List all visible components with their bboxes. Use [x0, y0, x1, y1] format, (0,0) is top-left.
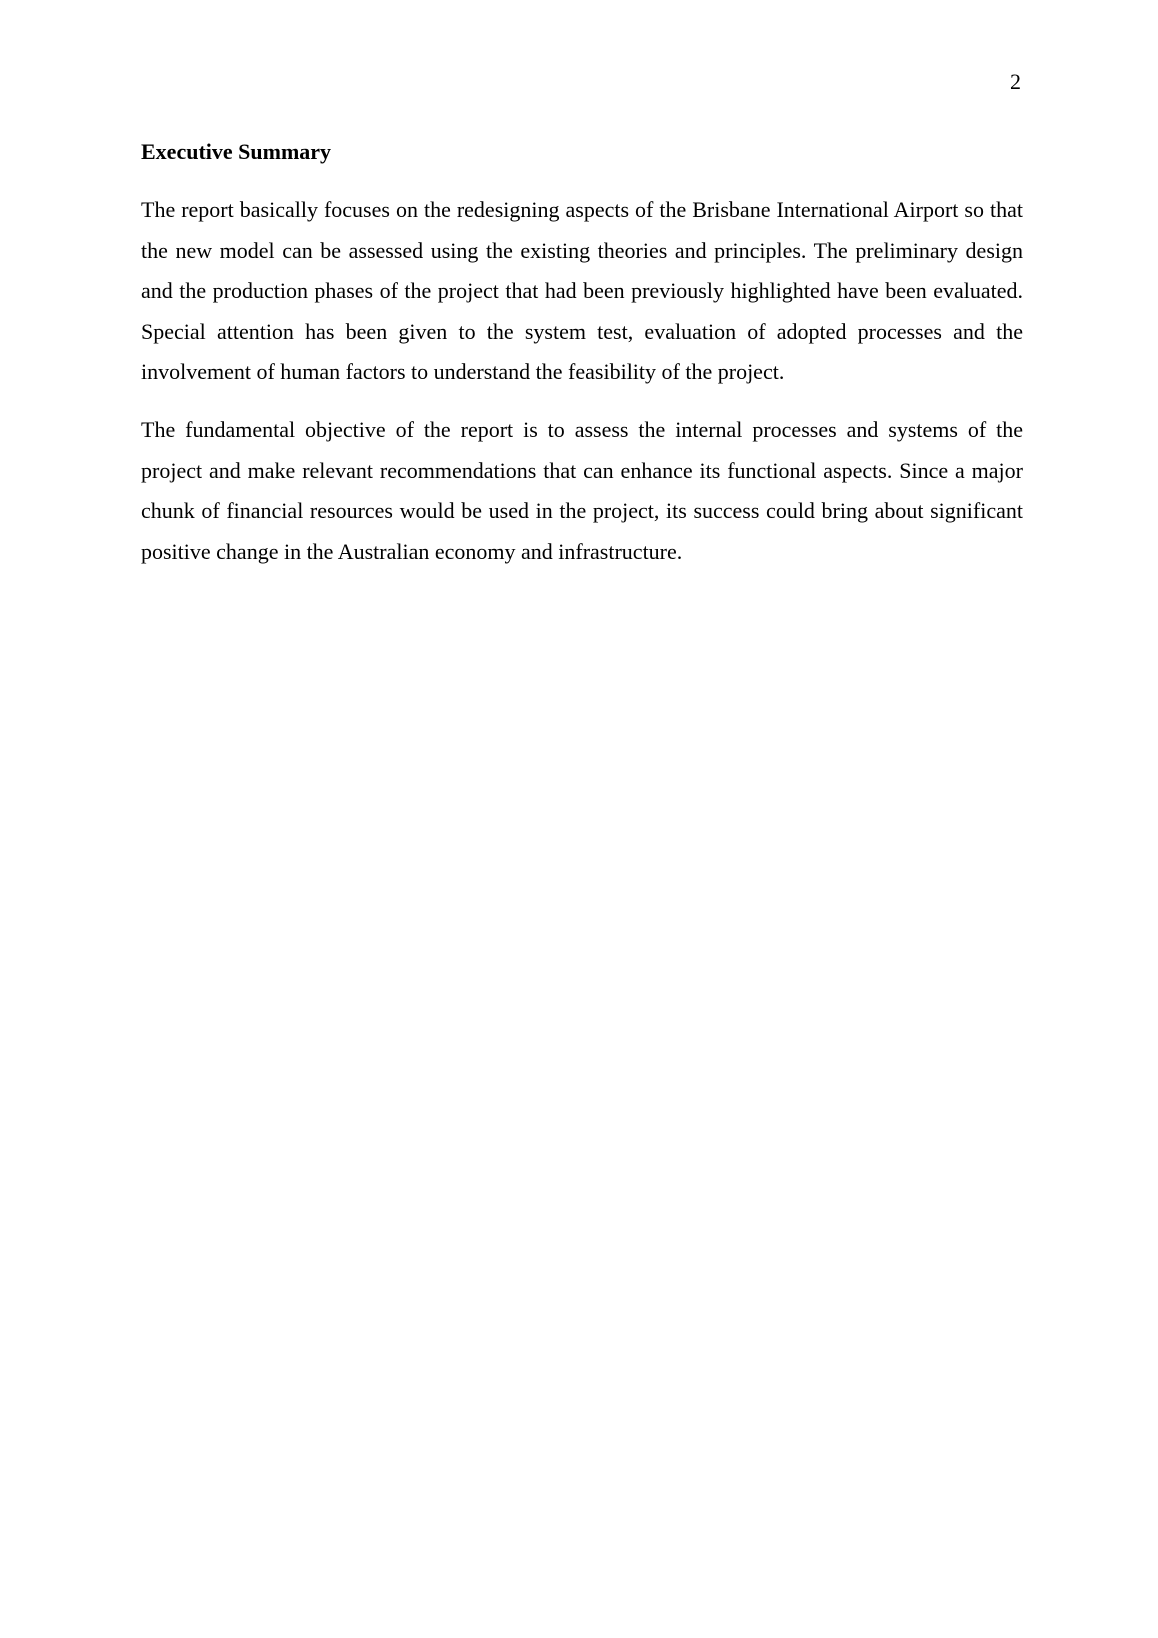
paragraph: The report basically focuses on the redesigning aspects of the Brisbane International Airport so that the new model can be assessed using the existing theories and principles. The preliminary design and the production phases of the project that had been previously highlighted have been evaluated. Special attention has been given to the system test, evaluation of adopted processes and the involvement of human factors to understand the feasibility of the project. [141, 197, 1023, 385]
section-heading: Executive Summary [141, 139, 332, 164]
page-number: 2 [1010, 69, 1021, 94]
paragraph: The fundamental objective of the report is to assess the internal processes and systems of the project and make relevant recommendations that can enhance its functional aspects. Since a major chunk of financial resources would be used in the project, its success could bring about significant positive change in the Australian economy and infrastructure. [141, 416, 1023, 564]
page-content [141, 138, 1023, 589]
